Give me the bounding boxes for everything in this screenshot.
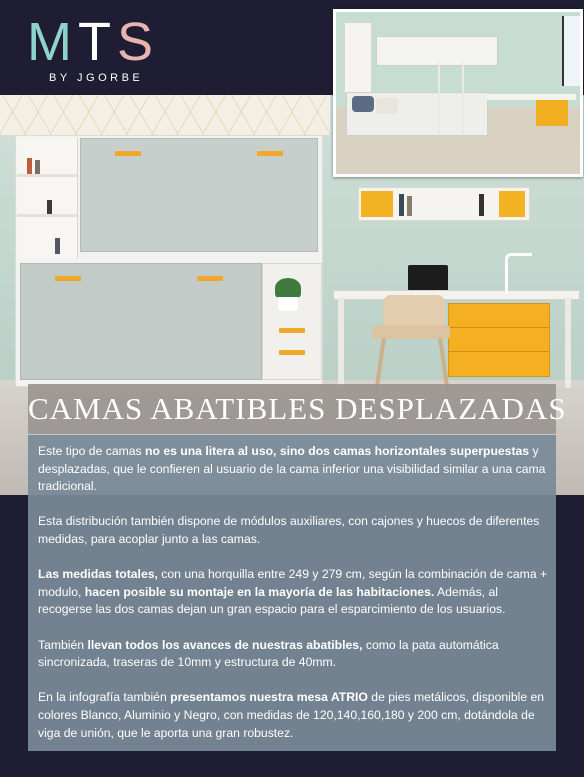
text: Además, al recogerse las dos camas dejan un gran espacio para el esparcimiento de los usuarios.: [38, 584, 506, 617]
drawer-divider: [449, 327, 549, 328]
hexagon-wallpaper: [0, 95, 330, 135]
drawer-divider: [449, 351, 549, 352]
text: con una horquilla entre 249 y 279 cm, según la combinación de cama + modulo,: [38, 567, 548, 599]
side-bookshelf: [17, 138, 78, 258]
shelf-board: [17, 174, 77, 177]
inset-ladder: [438, 62, 464, 134]
bold-text: hacen posible su montaje en la mayoría de las habitaciones.: [84, 584, 435, 599]
text: Esta distribución también dispone de módulos auxiliares, con cajones y huecos de diferentes medidas, para acoplar junto a las camas.: [38, 514, 540, 546]
description-panel: [28, 435, 556, 751]
plant-pot: [278, 297, 298, 311]
bold-text: Las medidas totales,: [38, 567, 158, 582]
book: [27, 158, 32, 174]
wall-shelf: [358, 187, 530, 221]
inset-photo: [333, 9, 583, 177]
shelf-box: [361, 191, 393, 217]
title-bar: [28, 384, 567, 434]
chair-seat: [372, 325, 450, 339]
paragraph: [38, 513, 548, 548]
shelf-board: [17, 214, 77, 217]
pillow: [376, 98, 398, 114]
book: [399, 194, 404, 216]
bed-handle: [115, 151, 141, 156]
logo-wordmark: MTS: [27, 12, 160, 72]
chair-back: [383, 295, 445, 325]
lower-bed-panel: [20, 263, 262, 380]
book: [55, 238, 60, 254]
drawer-handle: [279, 350, 305, 355]
text: Este tipo de camas: [38, 444, 146, 458]
upper-bed-panel: [80, 138, 318, 252]
shelf-box: [499, 191, 525, 217]
book: [47, 200, 52, 214]
bed-handle: [257, 151, 283, 156]
inset-drawers: [536, 100, 568, 126]
text: También: [38, 637, 88, 652]
yellow-drawer-unit: [448, 303, 550, 377]
inset-shelf: [344, 22, 372, 94]
bold-text: presentamos nuestra mesa ATRIO: [170, 690, 368, 705]
bold-text: llevan todos los avances de nuestras abatibles,: [87, 637, 363, 652]
desk-leg: [565, 298, 571, 388]
plant: [275, 278, 301, 298]
book: [479, 194, 484, 216]
text: como la pata automática sincronizada, traseras de 10mm y estructura de 40mm.: [38, 637, 499, 670]
paragraph: [38, 637, 548, 672]
desk-leg: [338, 298, 344, 388]
text: de pies metálicos, disponible en colores Blanco, Aluminio y Negro, con medidas de 120,140,160,180 y 200 cm, dotándola de viga de unión, que le aporta una gran robustez.: [38, 690, 545, 740]
book: [407, 196, 412, 216]
text: En la infografía también: [38, 690, 171, 705]
pillow: [352, 96, 374, 112]
monitor: [408, 265, 448, 291]
paragraph: [38, 566, 548, 619]
paragraph: [38, 689, 548, 742]
bed-handle: [197, 276, 223, 281]
brand-logo: [27, 12, 177, 92]
page-title: CAMAS ABATIBLES DESPLAZADAS: [28, 391, 567, 426]
paragraph: [38, 443, 548, 496]
logo-tagline: BY JGORBE: [49, 72, 144, 84]
deer-figurine: [505, 253, 532, 294]
bold-text: no es una litera al uso, sino dos camas horizontales superpuestas: [145, 444, 530, 458]
inset-upper-bed: [376, 36, 498, 66]
book: [35, 160, 40, 174]
bed-handle: [55, 276, 81, 281]
text: y desplazadas, que le confieren al usuario de la cama inferior una visibilidad similar a una cama tradicional.: [38, 444, 546, 494]
drawer-handle: [279, 328, 305, 333]
description-text: [38, 443, 548, 760]
inset-window: [562, 16, 580, 86]
desk-top: [333, 290, 580, 300]
